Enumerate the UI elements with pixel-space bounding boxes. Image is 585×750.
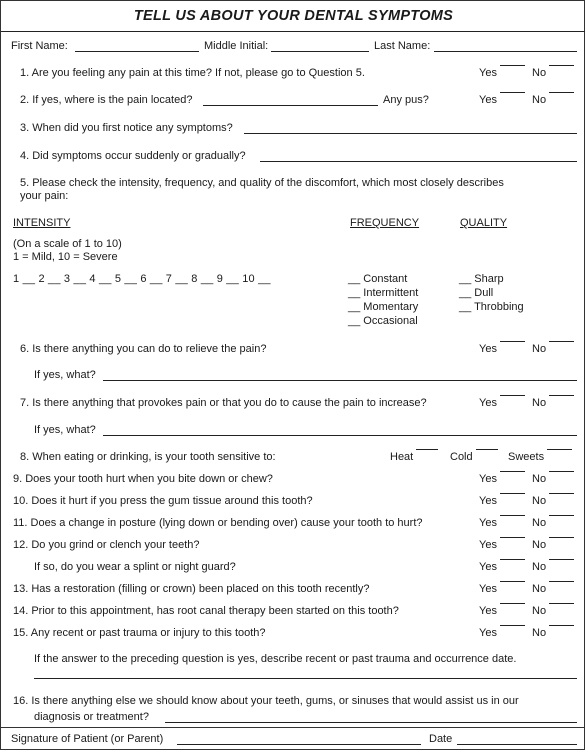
yes-text: Yes (479, 67, 497, 79)
yes-text: Yes (479, 583, 497, 595)
frequency-intermittent[interactable]: __ Intermittent (348, 287, 419, 299)
no-blank[interactable] (549, 515, 574, 516)
if-yes-label: If yes, what? (34, 424, 96, 436)
question-1 (1, 65, 585, 81)
yes-blank[interactable] (500, 581, 525, 582)
trauma-description-field[interactable] (34, 678, 577, 679)
yes-label (479, 515, 497, 531)
pain-location-field[interactable] (203, 105, 378, 106)
no-label (532, 341, 546, 357)
no-text: No (532, 517, 547, 529)
question-5-text: 5. Please check the intensity, frequency, and quality of the discomfort, which most closely describes (20, 177, 504, 189)
yes-text: Yes (479, 94, 497, 106)
question-14-text: 14. Prior to this appointment, has root canal therapy been started on this tooth? (13, 605, 399, 617)
question-1-text: 1. Are you feeling any pain at this time? If not, please go to Question 5. (20, 67, 365, 79)
question-15b-text: If the answer to the preceding question is yes, describe recent or past trauma and occurrence date. (34, 653, 517, 665)
no-text: No (532, 495, 547, 507)
yes-label (479, 395, 497, 411)
yes-blank[interactable] (500, 395, 525, 396)
no-text: No (532, 473, 547, 485)
no-blank[interactable] (549, 493, 574, 494)
question-2-text: 2. If yes, where is the pain located? (20, 94, 193, 106)
question-13-text: 13. Has a restoration (filling or crown) been placed on this tooth recently? (13, 583, 370, 595)
no-label (532, 625, 546, 641)
no-blank[interactable] (549, 471, 574, 472)
no-label (532, 515, 546, 531)
onset-field[interactable] (260, 161, 577, 162)
question-4-text: 4. Did symptoms occur suddenly or gradually? (20, 150, 246, 162)
no-blank[interactable] (549, 65, 574, 66)
scale-note-2 (1, 249, 585, 265)
question-3 (1, 120, 585, 136)
yes-label (479, 537, 497, 553)
yes-text: Yes (479, 605, 497, 617)
yes-blank[interactable] (500, 341, 525, 342)
frequency-momentary[interactable]: __ Momentary (348, 301, 419, 313)
title-divider (1, 31, 585, 32)
last-name-label: Last Name: (374, 40, 431, 52)
question-5-text-cont: your pain: (20, 190, 69, 202)
question-8-text: 8. When eating or drinking, is your tooth sensitive to: (20, 451, 276, 463)
form-title: TELL US ABOUT YOUR DENTAL SYMPTOMS (133, 8, 454, 24)
yes-blank[interactable] (500, 625, 525, 626)
question-5-cont (1, 188, 585, 204)
yes-blank[interactable] (500, 515, 525, 516)
yes-text: Yes (479, 539, 497, 551)
frequency-constant[interactable]: __ Constant (348, 273, 408, 285)
yes-text: Yes (479, 561, 497, 573)
question-11 (1, 515, 585, 531)
no-label (532, 603, 546, 619)
cold-blank[interactable] (476, 449, 498, 450)
yes-blank[interactable] (500, 65, 525, 66)
quality-throbbing[interactable]: __ Throbbing (459, 301, 524, 313)
middle-initial-field[interactable] (271, 51, 369, 52)
no-label (532, 395, 546, 411)
yes-text: Yes (479, 473, 497, 485)
relief-field[interactable] (103, 380, 577, 381)
no-text: No (532, 605, 547, 617)
sweets-blank[interactable] (547, 449, 572, 450)
question-8 (1, 449, 585, 465)
question-12-followup (1, 559, 585, 575)
yes-label (479, 65, 497, 81)
yes-label (479, 603, 497, 619)
question-16 (1, 693, 585, 709)
yes-blank[interactable] (500, 559, 525, 560)
yes-text: Yes (479, 627, 497, 639)
question-15 (1, 625, 585, 641)
yes-label (479, 625, 497, 641)
no-text: No (532, 67, 547, 79)
signature-field[interactable] (177, 744, 421, 745)
yes-blank[interactable] (500, 537, 525, 538)
question-7-text: 7. Is there anything that provokes pain or that you do to cause the pain to increase? (20, 397, 427, 409)
no-text: No (532, 397, 547, 409)
question-10 (1, 493, 585, 509)
yes-label (479, 493, 497, 509)
yes-text: Yes (479, 495, 497, 507)
yes-label (479, 92, 497, 108)
no-text: No (532, 343, 547, 355)
no-blank[interactable] (549, 395, 574, 396)
yes-label (479, 559, 497, 575)
quality-dull[interactable]: __ Dull (459, 287, 494, 299)
question-13 (1, 581, 585, 597)
sweets-option (508, 449, 544, 465)
no-label (532, 92, 546, 108)
question-12-text: 12. Do you grind or clench your teeth? (13, 539, 200, 551)
cold-option (450, 449, 473, 465)
quality-header: QUALITY (460, 217, 508, 229)
no-label (532, 537, 546, 553)
if-yes-label: If yes, what? (34, 369, 96, 381)
pus-label: Any pus? (383, 94, 429, 106)
no-label (532, 471, 546, 487)
question-16-text-cont: diagnosis or treatment? (34, 711, 149, 723)
intensity-scale-numbers[interactable]: 1 __ 2 __ 3 __ 4 __ 5 __ 6 __ 7 __ 8 __ 9 __ 10 __ (13, 273, 271, 285)
first-notice-field[interactable] (244, 133, 577, 134)
no-text: No (532, 627, 547, 639)
question-15-followup (1, 651, 585, 667)
no-blank[interactable] (549, 603, 574, 604)
question-6-text: 6. Is there anything you can do to relieve the pain? (20, 343, 267, 355)
heat-option (390, 449, 413, 465)
no-blank[interactable] (549, 625, 574, 626)
frequency-occasional[interactable]: __ Occasional (348, 315, 418, 327)
question-16-cont (1, 709, 585, 725)
question-6-followup (1, 367, 585, 383)
yes-blank[interactable] (500, 603, 525, 604)
last-name-field[interactable] (434, 51, 577, 52)
no-blank[interactable] (549, 92, 574, 93)
yes-text: Yes (479, 397, 497, 409)
yes-label (479, 341, 497, 357)
question-7 (1, 395, 585, 411)
question-16-text: 16. Is there anything else we should know about your teeth, gums, or sinuses that would assist us in our (13, 695, 519, 707)
bottom-divider (1, 727, 585, 728)
yes-text: Yes (479, 343, 497, 355)
no-label (532, 65, 546, 81)
no-blank[interactable] (549, 537, 574, 538)
question-3-text: 3. When did you first notice any symptoms? (20, 122, 233, 134)
no-label (532, 559, 546, 575)
sweets-text: Sweets (508, 451, 545, 463)
question-10-text: 10. Does it hurt if you press the gum tissue around this tooth? (13, 495, 313, 507)
additional-info-field[interactable] (165, 722, 577, 723)
question-12b-text: If so, do you wear a splint or night guard? (34, 561, 236, 573)
question-9 (1, 471, 585, 487)
yes-label (479, 471, 497, 487)
name-row (1, 38, 585, 54)
question-9-text: 9. Does your tooth hurt when you bite down or chew? (13, 473, 273, 485)
question-4 (1, 148, 585, 164)
first-name-field[interactable] (75, 51, 199, 52)
heat-blank[interactable] (416, 449, 438, 450)
question-11-text: 11. Does a change in posture (lying down or bending over) cause your tooth to hurt? (13, 517, 423, 529)
scale-note-text: (On a scale of 1 to 10) (13, 238, 122, 250)
no-blank[interactable] (549, 581, 574, 582)
question-15-text: 15. Any recent or past trauma or injury to this tooth? (13, 627, 266, 639)
no-label (532, 493, 546, 509)
date-label: Date (429, 733, 453, 745)
date-field[interactable] (457, 744, 577, 745)
question-6 (1, 341, 585, 357)
signature-label: Signature of Patient (or Parent) (11, 733, 164, 745)
scale-legend-text: 1 = Mild, 10 = Severe (13, 251, 118, 263)
yes-blank[interactable] (500, 92, 525, 93)
question-2 (1, 92, 585, 108)
symptom-headers (1, 215, 585, 231)
no-text: No (532, 539, 547, 551)
no-text: No (532, 561, 547, 573)
yes-blank[interactable] (500, 471, 525, 472)
question-12 (1, 537, 585, 553)
no-blank[interactable] (549, 559, 574, 560)
frequency-header: FREQUENCY (350, 217, 420, 229)
no-label (532, 581, 546, 597)
cold-text: Cold (450, 451, 473, 463)
intensity-header: INTENSITY (13, 217, 71, 229)
heat-text: Heat (390, 451, 414, 463)
provokes-field[interactable] (103, 435, 577, 436)
signature-row (1, 731, 585, 747)
first-name-label: First Name: (11, 40, 68, 52)
question-7-followup (1, 422, 585, 438)
yes-label (479, 581, 497, 597)
yes-text: Yes (479, 517, 497, 529)
question-14 (1, 603, 585, 619)
no-blank[interactable] (549, 341, 574, 342)
no-text: No (532, 583, 547, 595)
no-text: No (532, 94, 547, 106)
quality-sharp[interactable]: __ Sharp (459, 273, 504, 285)
yes-blank[interactable] (500, 493, 525, 494)
middle-initial-label: Middle Initial: (204, 40, 269, 52)
